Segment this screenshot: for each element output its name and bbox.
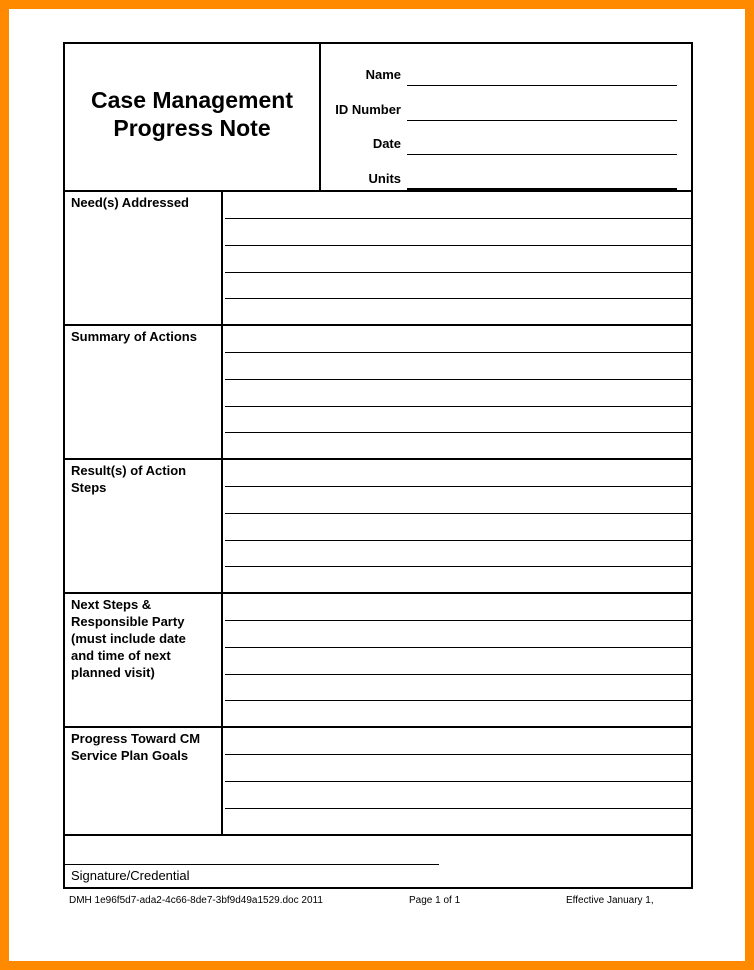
write-line[interactable] <box>225 647 691 648</box>
write-line[interactable] <box>225 245 691 246</box>
write-line[interactable] <box>225 781 691 782</box>
section-next-steps <box>65 594 691 728</box>
id-number-label: ID Number <box>335 102 401 117</box>
signature-area <box>65 834 691 887</box>
title-cell <box>65 44 321 190</box>
write-line[interactable] <box>225 486 691 487</box>
form-title <box>91 86 293 142</box>
form-header <box>65 44 691 192</box>
units-input-line[interactable] <box>407 188 677 190</box>
page-footer <box>69 895 679 925</box>
write-line[interactable] <box>225 540 691 541</box>
title-line-2: Progress Note <box>113 115 271 141</box>
write-line[interactable] <box>225 218 691 219</box>
write-line[interactable] <box>225 432 691 433</box>
section-label: Progress Toward CM Service Plan Goals <box>65 728 223 834</box>
progress-note-form <box>63 42 693 889</box>
signature-line[interactable] <box>65 864 439 865</box>
section-label: Summary of Actions <box>65 326 223 458</box>
write-line[interactable] <box>225 272 691 273</box>
write-line[interactable] <box>225 566 691 567</box>
write-line[interactable] <box>225 352 691 353</box>
units-label: Units <box>368 171 401 186</box>
write-line[interactable] <box>225 700 691 701</box>
date-input-line[interactable] <box>407 154 677 155</box>
footer-effective-date: Effective January 1, <box>566 895 654 906</box>
name-input-line[interactable] <box>407 85 677 86</box>
date-label: Date <box>372 136 401 151</box>
title-line-1: Case Management <box>91 87 293 113</box>
write-line[interactable] <box>225 379 691 380</box>
write-line[interactable] <box>225 620 691 621</box>
name-label: Name <box>365 67 401 82</box>
name-field[interactable] <box>321 64 691 86</box>
write-line[interactable] <box>225 808 691 809</box>
section-needs-addressed <box>65 192 691 326</box>
section-results-of-action-steps <box>65 460 691 594</box>
section-label: Result(s) of Action Steps <box>65 460 223 592</box>
footer-file-name: DMH 1e96f5d7-ada2-4c66-8de7-3bf9d49a1529.doc 2011 <box>69 895 323 906</box>
footer-page-number: Page 1 of 1 <box>409 895 461 906</box>
section-summary-of-actions <box>65 326 691 460</box>
section-progress-toward-goals <box>65 728 691 836</box>
signature-label: Signature/Credential <box>71 868 190 883</box>
write-line[interactable] <box>225 406 691 407</box>
write-line[interactable] <box>225 754 691 755</box>
document-page <box>9 9 745 961</box>
units-field[interactable] <box>321 168 691 190</box>
write-line[interactable] <box>225 298 691 299</box>
date-field[interactable] <box>321 133 691 155</box>
write-line[interactable] <box>225 513 691 514</box>
id-number-field[interactable] <box>321 99 691 121</box>
section-label: Need(s) Addressed <box>65 192 223 324</box>
section-label: Next Steps & Responsible Party (must include date and time of next planned visit) <box>65 594 223 726</box>
write-line[interactable] <box>225 674 691 675</box>
id-number-input-line[interactable] <box>407 120 677 121</box>
